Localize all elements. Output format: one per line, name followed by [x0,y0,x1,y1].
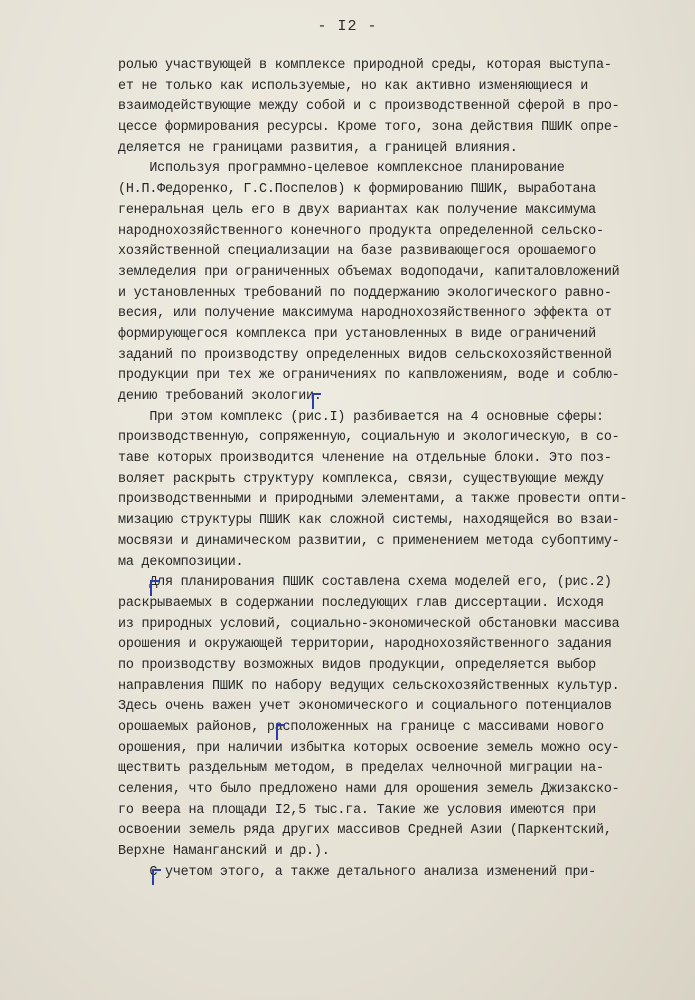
text-line: орошения и окружающей территории, народнохозяйственного задания [118,637,612,653]
text-line: деляется не границами развития, а границей влияния. [118,140,518,156]
text-line: формирующегося комплекса при установленных в виде ограничений [118,326,596,342]
text-line: Используя программно-целевое комплексное планирование [118,161,565,177]
text-line: генеральная цель его в двух вариантах как получение максимума [118,202,596,218]
text-line: и установленных требований по поддержанию экологического равно- [118,285,612,301]
paragraph-mark-icon [312,393,321,413]
paragraph-mark-icon [276,724,285,744]
text-line: освоении земель ряда других массивов Средней Азии (Паркентский, [118,823,612,839]
text-line: мизацию структуры ПШИК как сложной системы, находящейся во взаи- [118,513,620,529]
text-line: из природных условий, социально-экономической обстановки массива [118,616,620,632]
text-line: таве которых производится членение на отдельные блоки. Это поз- [118,451,612,467]
text-line: орошаемых районов, расположенных на границе с массивами нового [118,720,604,735]
text-line: ролью участвующей в комплексе природной среды, которая выступа- [118,58,612,73]
text-line: ет не только как используемые, но как активно изменяющиеся и [118,78,589,94]
text-line: хозяйственной специализации на базе развивающегося орошаемого [118,244,596,260]
body-text [118,56,684,884]
text-line: ма декомпозиции. [118,554,244,570]
text-line: дению требований экологии. [118,389,322,404]
text-line: селения, что было предложено нами для орошения земель Джизакско- [118,782,620,798]
text-line: Верхне Наманганский и др.). [118,844,330,860]
text-line: мосвязи и динамическом развитии, с применением метода субоптиму- [118,533,620,549]
text-line: взаимодействующие между собой и с производственной сферой в про- [118,99,620,115]
text-line: Здесь очень важен учет экономического и социального потенциалов [118,699,612,715]
text-line: производственную, сопряженную, социальную и экологическую, в со- [118,430,620,446]
text-line: го веера на площади I2,5 тыс.га. Такие же условия имеются при [118,802,596,818]
paragraph-mark-icon [152,869,161,889]
text-line: направления ПШИК по набору ведущих сельскохозяйственных культур. [118,678,620,694]
text-line: (Н.П.Федоренко, Г.С.Поспелов) к формированию ПШИК, выработана [118,182,596,198]
text-line: цессе формирования ресурсы. Кроме того, зона действия ПШИК опре- [118,120,620,136]
text-line: При этом комплекс (рис.I) разбивается на 4 основные сферы: [118,409,604,425]
text-line: народнохозяйственного конечного продукта определенной сельско- [118,223,604,239]
text-line: Для планирования ПШИК составлена схема моделей его, (рис.2) [118,575,612,591]
text-line: производственными и природными элементами, а также провести опти- [118,492,628,508]
text-line: по производству возможных видов продукции, определяется выбор [118,657,596,673]
text-line: продукции при тех же ограничениях по капвложениям, воде и соблю- [118,368,620,384]
text-line: воляет раскрыть структуру комплекса, связи, существующие между [118,471,604,487]
text-line: С учетом этого, а также детального анализа изменений при- [118,864,596,880]
page-number: - I2 - [317,18,378,35]
text-line: земледелия при ограниченных объемах водоподачи, капиталовложений [118,264,620,280]
text-line: раскрываемых в содержании последующих глав диссертации. Исходя [118,595,604,611]
text-line: заданий по производству определенных видов сельскохозяйственной [118,347,612,363]
text-line: орошения, при наличии избытка которых освоение земель можно осу- [118,740,620,756]
text-line: ществить раздельным методом, в пределах челночной миграции на- [118,761,604,777]
text-line: весия, или получение максимума народнохозяйственного эффекта от [118,306,612,322]
paragraph-mark-icon [150,580,159,600]
